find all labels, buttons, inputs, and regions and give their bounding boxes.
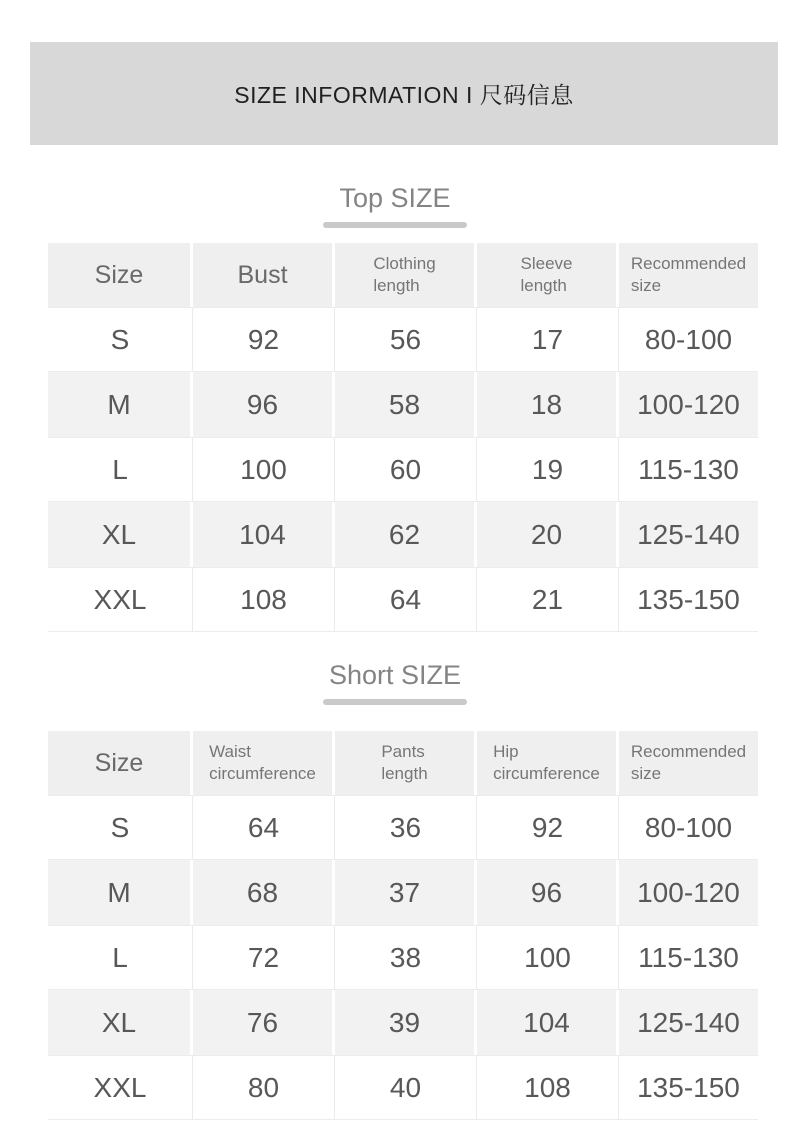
- column-label-line: circumference: [493, 764, 600, 783]
- value-cell: 62: [335, 502, 477, 567]
- value-cell: 64: [193, 795, 335, 860]
- column-label-line: Waist: [209, 741, 251, 761]
- column-label-line: Sleeve: [520, 253, 573, 273]
- column-label-line: length: [520, 276, 567, 295]
- value-cell: 68: [193, 860, 335, 925]
- column-label-line: circumference: [209, 764, 316, 783]
- value-cell: 64: [335, 567, 477, 632]
- value-cell: 135-150: [619, 1055, 758, 1120]
- page-title: SIZE INFORMATION I 尺码信息: [234, 82, 574, 108]
- short-size-heading-block: [0, 660, 790, 705]
- column-label-line: Hip: [493, 741, 519, 761]
- col-header-hip-circumference: [477, 731, 619, 795]
- table-row-xxl: [48, 1055, 758, 1120]
- value-cell: 20: [477, 502, 619, 567]
- col-header-recommended-size: [619, 243, 758, 307]
- value-cell: 125-140: [619, 502, 758, 567]
- size-cell: S: [48, 307, 193, 372]
- size-cell: M: [48, 372, 193, 437]
- table-row-s: [48, 795, 758, 860]
- value-cell: 80-100: [619, 307, 758, 372]
- size-cell: XXL: [48, 567, 193, 632]
- column-label-line: Pants: [381, 741, 425, 761]
- column-label-line: length: [373, 276, 420, 295]
- col-header-size: Size: [48, 243, 193, 307]
- value-cell: 104: [477, 990, 619, 1055]
- column-label: [381, 741, 427, 785]
- value-cell: 37: [335, 860, 477, 925]
- column-label-line: Recommended: [630, 253, 747, 273]
- column-label-line: Clothing: [373, 253, 436, 273]
- col-header-sleeve-length: [477, 243, 619, 307]
- value-cell: 40: [335, 1055, 477, 1120]
- value-cell: 80: [193, 1055, 335, 1120]
- top-size-heading-block: [0, 183, 790, 228]
- value-cell: 39: [335, 990, 477, 1055]
- value-cell: 115-130: [619, 437, 758, 502]
- value-cell: 100-120: [619, 372, 758, 437]
- value-cell: 108: [193, 567, 335, 632]
- column-label: [209, 741, 316, 785]
- column-label-line: Recommended: [630, 741, 747, 761]
- heading-underline-bar: [323, 222, 467, 228]
- top-size-section: [0, 183, 790, 632]
- col-header-recommended-size: [619, 731, 758, 795]
- col-header-clothing-length: [335, 243, 477, 307]
- size-cell: L: [48, 925, 193, 990]
- value-cell: 104: [193, 502, 335, 567]
- size-cell: XL: [48, 502, 193, 567]
- table-row-l: [48, 925, 758, 990]
- value-cell: 125-140: [619, 990, 758, 1055]
- column-label: [521, 253, 573, 297]
- col-header-pants-length: [335, 731, 477, 795]
- size-cell: S: [48, 795, 193, 860]
- value-cell: 96: [193, 372, 335, 437]
- value-cell: 60: [335, 437, 477, 502]
- col-header-waist-circumference: [193, 731, 335, 795]
- value-cell: 56: [335, 307, 477, 372]
- table-row-xxl: [48, 567, 758, 632]
- value-cell: 76: [193, 990, 335, 1055]
- value-cell: 38: [335, 925, 477, 990]
- value-cell: 17: [477, 307, 619, 372]
- value-cell: 115-130: [619, 925, 758, 990]
- value-cell: 80-100: [619, 795, 758, 860]
- short-size-table: [48, 731, 758, 1120]
- size-cell: XXL: [48, 1055, 193, 1120]
- value-cell: 36: [335, 795, 477, 860]
- value-cell: 100-120: [619, 860, 758, 925]
- value-cell: 19: [477, 437, 619, 502]
- heading-underline-bar: [323, 699, 467, 705]
- table-row-xl: [48, 502, 758, 567]
- col-header-bust: Bust: [193, 243, 335, 307]
- value-cell: 72: [193, 925, 335, 990]
- size-cell: L: [48, 437, 193, 502]
- column-label: [493, 741, 600, 785]
- value-cell: 96: [477, 860, 619, 925]
- value-cell: 58: [335, 372, 477, 437]
- col-header-size: Size: [48, 731, 193, 795]
- column-label-line: length: [381, 764, 428, 783]
- column-label-line: size: [630, 764, 662, 783]
- top-size-heading: Top SIZE: [339, 183, 451, 213]
- table-row-m: [48, 860, 758, 925]
- size-cell: XL: [48, 990, 193, 1055]
- size-cell: M: [48, 860, 193, 925]
- value-cell: 135-150: [619, 567, 758, 632]
- value-cell: 92: [193, 307, 335, 372]
- table-header-row: [48, 731, 758, 795]
- short-size-section: [0, 660, 790, 1120]
- value-cell: 108: [477, 1055, 619, 1120]
- value-cell: 18: [477, 372, 619, 437]
- table-row-xl: [48, 990, 758, 1055]
- table-row-l: [48, 437, 758, 502]
- column-label: [631, 253, 746, 297]
- table-row-m: [48, 372, 758, 437]
- value-cell: 21: [477, 567, 619, 632]
- value-cell: 92: [477, 795, 619, 860]
- column-label-line: size: [630, 276, 662, 295]
- table-row-s: [48, 307, 758, 372]
- column-label: [373, 253, 435, 297]
- table-header-row: [48, 243, 758, 307]
- short-size-heading: Short SIZE: [328, 660, 462, 690]
- value-cell: 100: [193, 437, 335, 502]
- value-cell: 100: [477, 925, 619, 990]
- top-size-table: [48, 243, 758, 632]
- column-label: [631, 741, 746, 785]
- banner: [30, 42, 778, 145]
